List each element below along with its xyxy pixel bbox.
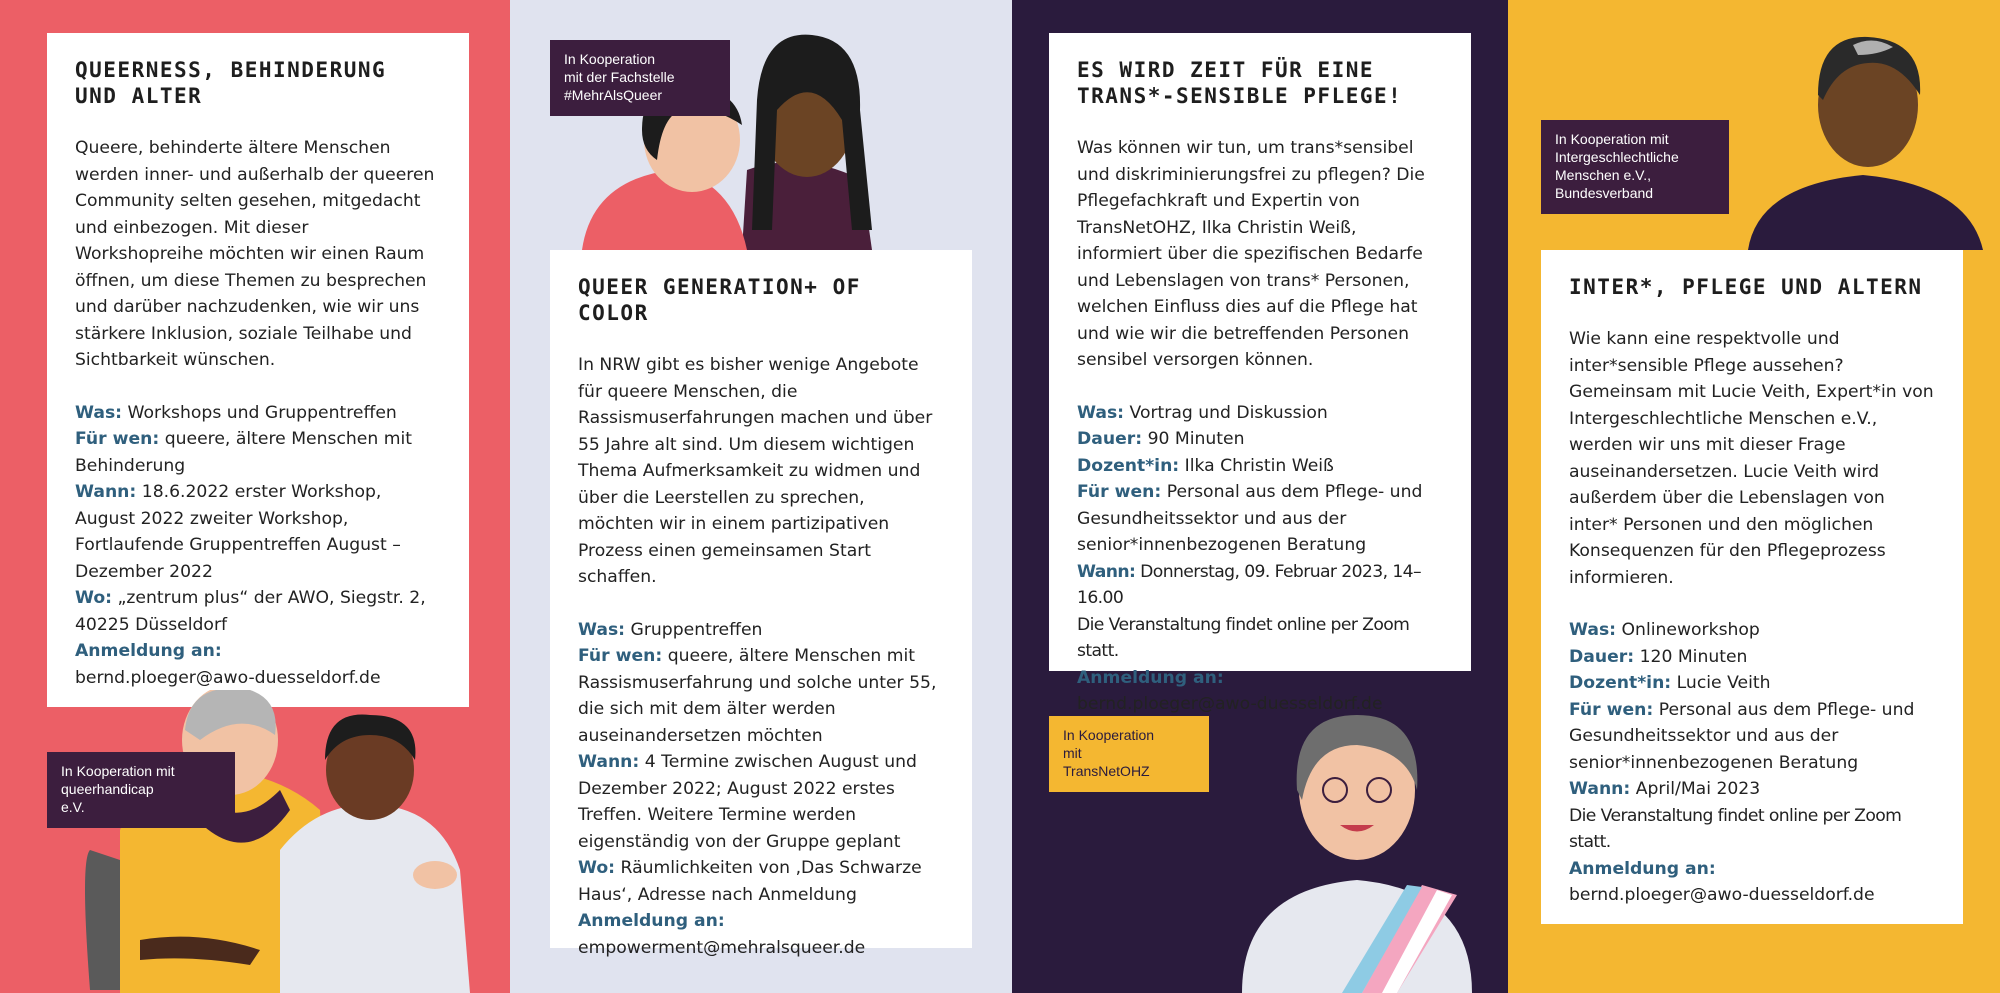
detail-fuer-wen bbox=[1077, 479, 1443, 559]
detail-label: Für wen: bbox=[1077, 482, 1162, 502]
card-intro: Queere, behinderte ältere Menschen werden inner- und außerhalb der queeren Community selten gesehen, mitgedacht und einbezogen. Mit dieser Workshopreihe möchten wir einen Raum öffnen, um diese Themen zu besprechen und darüber nachzudenken, wie wir uns stärkere Inklusion, soziale Teilhabe und Sichtbarkeit wünschen. bbox=[75, 138, 435, 370]
detail-fuer-wen bbox=[1569, 697, 1935, 777]
detail-label: Für wen: bbox=[578, 646, 663, 666]
illustration-woman-with-trans-sash bbox=[1222, 690, 1492, 993]
detail-value: 4 Termine zwischen August und Dezember 2022; August 2022 erstes Treffen. Weitere Termine werden eigenständig von der Gruppe geplant bbox=[578, 752, 917, 852]
detail-was bbox=[1569, 617, 1935, 644]
detail-label: Wo: bbox=[578, 858, 616, 878]
email-link[interactable]: bernd.ploeger@awo-duesseldorf.de bbox=[75, 667, 381, 688]
detail-anmeldung bbox=[578, 908, 944, 961]
detail-label: Dauer: bbox=[1077, 429, 1143, 449]
info-card bbox=[1049, 33, 1471, 714]
detail-dauer bbox=[1077, 426, 1443, 453]
detail-dozent bbox=[1077, 453, 1443, 480]
detail-label: Was: bbox=[1569, 620, 1617, 640]
detail-value: queere, ältere Menschen mit Rassismuserfahrung und solche unter 55, die sich mit dem älter werden auseinandersetzen möchten bbox=[578, 646, 937, 746]
detail-dozent bbox=[1569, 670, 1935, 697]
card-intro: In NRW gibt es bisher wenige Angebote für queere Menschen, die Rassismuserfahrungen machen und über 55 Jahre alt sind. Um diesem wichtigen Thema Aufmerksamkeit zu widmen und über die Leerstellen zu sprechen, möchten wir in einem partizipativen Prozess einen gemeinsamen Start schaffen. bbox=[578, 355, 933, 587]
detail-value: queere, ältere Menschen mit Behinderung bbox=[75, 429, 412, 476]
detail-value: Lucie Veith bbox=[1676, 673, 1771, 693]
cooperation-badge: In Kooperation mit Intergeschlechtliche Menschen e.V., Bundesverband bbox=[1541, 120, 1729, 214]
detail-label: Anmeldung an: bbox=[578, 911, 725, 931]
detail-value: 18.6.2022 erster Workshop, August 2022 zweiter Workshop, Fortlaufende Gruppentreffen August – Dezember 2022 bbox=[75, 482, 401, 582]
panel-inter-pflege-altern bbox=[1508, 0, 2000, 993]
illustration-two-people-hugging bbox=[80, 690, 500, 993]
detail-label: Was: bbox=[578, 619, 626, 640]
detail-was bbox=[578, 617, 944, 644]
cooperation-badge: In Kooperation mit queerhandicap e.V. bbox=[47, 752, 235, 828]
detail-label: Was: bbox=[75, 402, 123, 423]
detail-label: Wann: bbox=[1569, 779, 1631, 799]
detail-value: 90 Minuten bbox=[1147, 429, 1245, 449]
detail-label: Dauer: bbox=[1569, 646, 1635, 667]
detail-wann bbox=[578, 749, 944, 855]
detail-value: Workshops und Gruppentreffen bbox=[127, 402, 397, 423]
detail-label: Wo: bbox=[75, 588, 113, 608]
detail-anmeldung bbox=[1569, 856, 1935, 909]
detail-dauer bbox=[1569, 644, 1935, 671]
panel-queerness-behinderung bbox=[0, 0, 510, 993]
detail-anmeldung bbox=[75, 638, 441, 691]
detail-fuer-wen bbox=[578, 643, 944, 749]
detail-wann bbox=[1077, 559, 1443, 612]
detail-label: Anmeldung an: bbox=[1569, 858, 1716, 879]
detail-wo bbox=[578, 855, 944, 908]
detail-label: Wann: bbox=[578, 752, 640, 772]
detail-value: Personal aus dem Pflege- und Gesundheitssektor und aus der senior*innenbezogenen Beratung bbox=[1569, 699, 1915, 773]
detail-label: Anmeldung an: bbox=[75, 641, 222, 661]
email-link[interactable]: bernd.ploeger@awo-duesseldorf.de bbox=[1569, 885, 1875, 905]
detail-value: Vortrag und Diskussion bbox=[1129, 402, 1328, 423]
card-intro: Wie kann eine respektvolle und inter*sensible Pflege aussehen? Gemeinsam mit Lucie Veith, Expert*in von Intergeschlechtliche Menschen e.V., werden wir uns mit dieser Frage auseinandersetzen. Lucie Veith wird außerdem über die Lebenslagen von inter* Personen und den möglichen Konsequenzen für den Pflegeprozess informieren. bbox=[1569, 329, 1934, 588]
detail-value: Personal aus dem Pflege- und Gesundheitssektor und aus der senior*innenbezogenen Beratung bbox=[1077, 482, 1423, 555]
card-title: ES WIRD ZEIT FÜR EINE TRANS*-SENSIBLE PFLEGE! bbox=[1077, 58, 1403, 108]
illustration-man-portrait bbox=[1728, 25, 1998, 250]
detail-value: Räumlichkeiten von ‚Das Schwarze Haus‘, Adresse nach Anmeldung bbox=[578, 858, 922, 905]
detail-label: Dozent*in: bbox=[1077, 455, 1180, 476]
detail-value: April/Mai 2023 bbox=[1635, 779, 1761, 799]
cooperation-badge: In Kooperation mit TransNetOHZ bbox=[1049, 716, 1209, 792]
detail-value: „zentrum plus“ der AWO, Siegstr. 2, 40225 Düsseldorf bbox=[75, 588, 426, 635]
email-link[interactable]: empowerment@mehralsqueer.de bbox=[578, 937, 866, 958]
detail-label: Für wen: bbox=[1569, 699, 1654, 720]
card-title: INTER*, PFLEGE UND ALTERN bbox=[1569, 275, 1923, 299]
detail-label: Wann: bbox=[1077, 561, 1136, 582]
card-title: QUEERNESS, BEHINDERUNG UND ALTER bbox=[75, 58, 387, 108]
panel-trans-sensible-pflege bbox=[1012, 0, 1508, 993]
detail-label: Was: bbox=[1077, 402, 1125, 423]
panel-queer-generation-color bbox=[510, 0, 1012, 993]
detail-value: Gruppentreffen bbox=[630, 619, 763, 640]
detail-label: Wann: bbox=[75, 482, 137, 502]
info-card bbox=[550, 250, 972, 958]
detail-label: Für wen: bbox=[75, 429, 160, 449]
card-title: QUEER GENERATION+ OF COLOR bbox=[578, 275, 861, 325]
detail-was bbox=[75, 400, 441, 427]
email-link[interactable]: bernd.ploeger@awo-duesseldorf.de bbox=[1077, 694, 1383, 714]
detail-label: Dozent*in: bbox=[1569, 673, 1672, 693]
info-card bbox=[1541, 250, 1963, 924]
info-card bbox=[47, 33, 469, 707]
detail-label: Anmeldung an: bbox=[1077, 667, 1224, 688]
detail-was bbox=[1077, 400, 1443, 427]
detail-fuer-wen bbox=[75, 426, 441, 479]
online-note: Die Veranstaltung findet online per Zoom statt. bbox=[1569, 805, 1902, 852]
online-note: Die Veranstaltung findet online per Zoom statt. bbox=[1077, 614, 1410, 661]
card-intro: Was können wir tun, um trans*sensibel und diskriminierungsfrei zu pflegen? Die Pflegefachkraft und Expertin von TransNetOHZ, Ilka Christin Weiß, informiert über die spezifischen Bedarfe und Lebenslagen von trans* Personen, welchen Einfluss dies auf die Pflege hat und wie wir die betreffenden Personen sensibel versorgen können. bbox=[1077, 138, 1425, 370]
detail-wann bbox=[75, 479, 441, 585]
detail-value: 120 Minuten bbox=[1639, 646, 1748, 667]
detail-wo bbox=[75, 585, 441, 638]
detail-value: Donnerstag, 09. Februar 2023, 14–16.00 bbox=[1077, 561, 1421, 608]
detail-value: Ilka Christin Weiß bbox=[1184, 455, 1334, 476]
detail-wann bbox=[1569, 776, 1935, 803]
cooperation-badge: In Kooperation mit der Fachstelle #MehrAlsQueer bbox=[550, 40, 730, 116]
detail-value: Onlineworkshop bbox=[1621, 620, 1760, 640]
